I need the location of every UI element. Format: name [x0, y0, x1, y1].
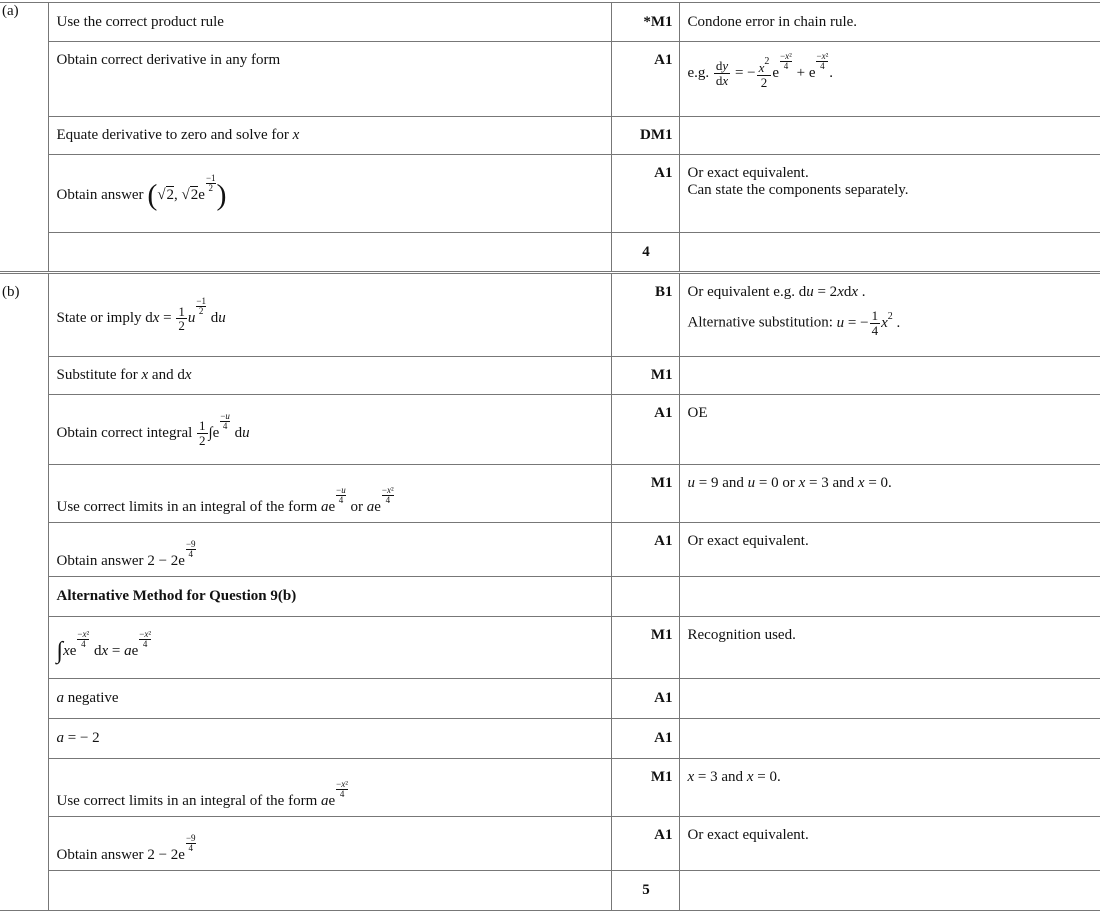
step-text: Obtain answer — [56, 553, 144, 569]
mark-cell: M1 — [611, 357, 679, 395]
total-mark: 5 — [611, 871, 679, 911]
guidance-cell: x = 3 and x = 0. — [679, 759, 1100, 817]
table-row — [0, 3, 1100, 42]
guidance-text: Recognition used. — [679, 617, 1100, 679]
step-cell — [48, 273, 611, 357]
guidance-prefix: e.g. — [687, 65, 710, 81]
step-expression: dx = $\frac{1}{2}$ u $\frac{-1}{2}$ du — [145, 296, 226, 334]
guidance-text: and — [832, 475, 855, 491]
mark-cell: A1 — [611, 155, 679, 233]
integral-expression: $\frac{1}{2}$ ∫e $\frac{-u}{4}$ du — [199, 410, 250, 448]
table-row — [0, 871, 1100, 911]
step-cell: Obtain answer 2 − 2e $\frac{-9}{4}$ — [48, 817, 611, 871]
step-text: Use the correct product rule — [48, 3, 611, 42]
guidance-cell — [679, 719, 1100, 759]
total-mark: 4 — [611, 233, 679, 273]
step-text: Equate derivative to zero and solve for — [56, 127, 293, 143]
mark-cell: M1 — [611, 759, 679, 817]
guidance-cell: Or equivalent e.g. du = 2xdx . Alternative substitution: u = − $\frac{1}{4}$ $x^2$ . — [679, 273, 1100, 357]
guidance-cell — [679, 233, 1100, 273]
guidance-cell — [679, 155, 1100, 233]
table-row — [0, 117, 1100, 155]
table-row — [0, 817, 1100, 871]
guidance-cell: u = 9 and u = 0 or x = 3 and x = 0. — [679, 465, 1100, 523]
mark-scheme-table — [0, 2, 1100, 911]
guidance-text: OE — [679, 395, 1100, 465]
step-cell: a = − 2 — [48, 719, 611, 759]
derivative-expression: $\frac{dy}{dx}$ = − $\frac{x^2}{2}$ e $\frac{\text{−x²}}{4}$ + e $\frac{\text{−x²}}{4}$ . — [715, 51, 834, 91]
step-text: Substitute for — [56, 367, 138, 383]
step-cell: Use correct limits in an integral of the form ae $\frac{\text{−x²}}{4}$ — [48, 759, 611, 817]
step-text: Obtain correct derivative in any form — [48, 42, 611, 117]
step-cell: Use correct limits in an integral of the form ae $\frac{-u}{4}$ or ae $\frac{\text{−x²}}{4}$ — [48, 465, 611, 523]
step-text-and: and — [151, 367, 174, 383]
step-text-or: or — [350, 499, 363, 515]
table-row — [0, 273, 1100, 357]
step-cell — [48, 617, 611, 679]
guidance-line: Or exact equivalent. — [687, 165, 809, 181]
guidance-cell — [679, 42, 1100, 117]
mark-cell: A1 — [611, 523, 679, 577]
guidance-text: and — [721, 769, 744, 785]
mark-cell — [611, 577, 679, 617]
table-row — [0, 617, 1100, 679]
mark-cell: A1 — [611, 42, 679, 117]
table-row — [0, 523, 1100, 577]
step-variable: a — [56, 690, 64, 706]
mark-cell: A1 — [611, 679, 679, 719]
mark-cell: A1 — [611, 817, 679, 871]
step-text: Use correct limits in an integral of the form — [56, 499, 318, 515]
step-cell — [48, 117, 611, 155]
step-text: negative — [67, 690, 119, 706]
mark-cell: A1 — [611, 395, 679, 465]
guidance-cell — [679, 117, 1100, 155]
guidance-text: Or exact equivalent. — [679, 817, 1100, 871]
step-text: Obtain correct integral — [56, 424, 193, 441]
table-row — [0, 577, 1100, 617]
guidance-cell — [679, 871, 1100, 911]
table-row — [0, 759, 1100, 817]
table-row — [0, 395, 1100, 465]
guidance-cell — [679, 679, 1100, 719]
table-row — [0, 42, 1100, 117]
part-b-label: (b) — [0, 273, 48, 911]
step-cell: Substitute for x and dx — [48, 357, 611, 395]
step-cell — [48, 395, 611, 465]
table-row — [0, 679, 1100, 719]
table-row — [0, 465, 1100, 523]
step-text: Use correct limits in an integral of the form — [56, 793, 318, 809]
table-row — [0, 719, 1100, 759]
guidance-cell — [679, 577, 1100, 617]
step-text: State or imply — [56, 310, 142, 327]
part-a-label: (a) — [0, 3, 48, 273]
step-cell — [48, 871, 611, 911]
step-text: Obtain answer — [56, 847, 144, 863]
guidance-text: Or exact equivalent. — [679, 523, 1100, 577]
guidance-line: Can state the components separately. — [687, 182, 909, 198]
mark-cell: A1 — [611, 719, 679, 759]
guidance-text: and — [722, 475, 744, 491]
mark-cell: *M1 — [611, 3, 679, 42]
guidance-text: Alternative substitution: — [687, 314, 833, 331]
guidance-text: Condone error in chain rule. — [679, 3, 1100, 42]
guidance-text: Or equivalent e.g. — [687, 284, 795, 300]
step-variable: x — [292, 127, 300, 143]
answer-expression: (√2, √2e $\frac{-1}{2}$ ) — [147, 173, 227, 212]
mark-cell: M1 — [611, 617, 679, 679]
guidance-cell — [679, 357, 1100, 395]
table-row — [0, 155, 1100, 233]
step-cell — [48, 233, 611, 273]
alt-integral-expression: ∫xe $\frac{\text{−x²}}{4}$ dx = ae $\frac{\text{−x²}}{4}$ — [56, 628, 152, 665]
step-cell: Obtain answer 2 − 2e $\frac{-9}{4}$ — [48, 523, 611, 577]
step-text: Obtain answer — [56, 187, 144, 204]
alternative-method-header: Alternative Method for Question 9(b) — [48, 577, 611, 617]
step-cell — [48, 679, 611, 719]
mark-cell: B1 — [611, 273, 679, 357]
step-cell — [48, 155, 611, 233]
table-row — [0, 357, 1100, 395]
mark-cell: M1 — [611, 465, 679, 523]
mark-cell: DM1 — [611, 117, 679, 155]
table-row — [0, 233, 1100, 273]
guidance-text: or — [782, 475, 795, 491]
